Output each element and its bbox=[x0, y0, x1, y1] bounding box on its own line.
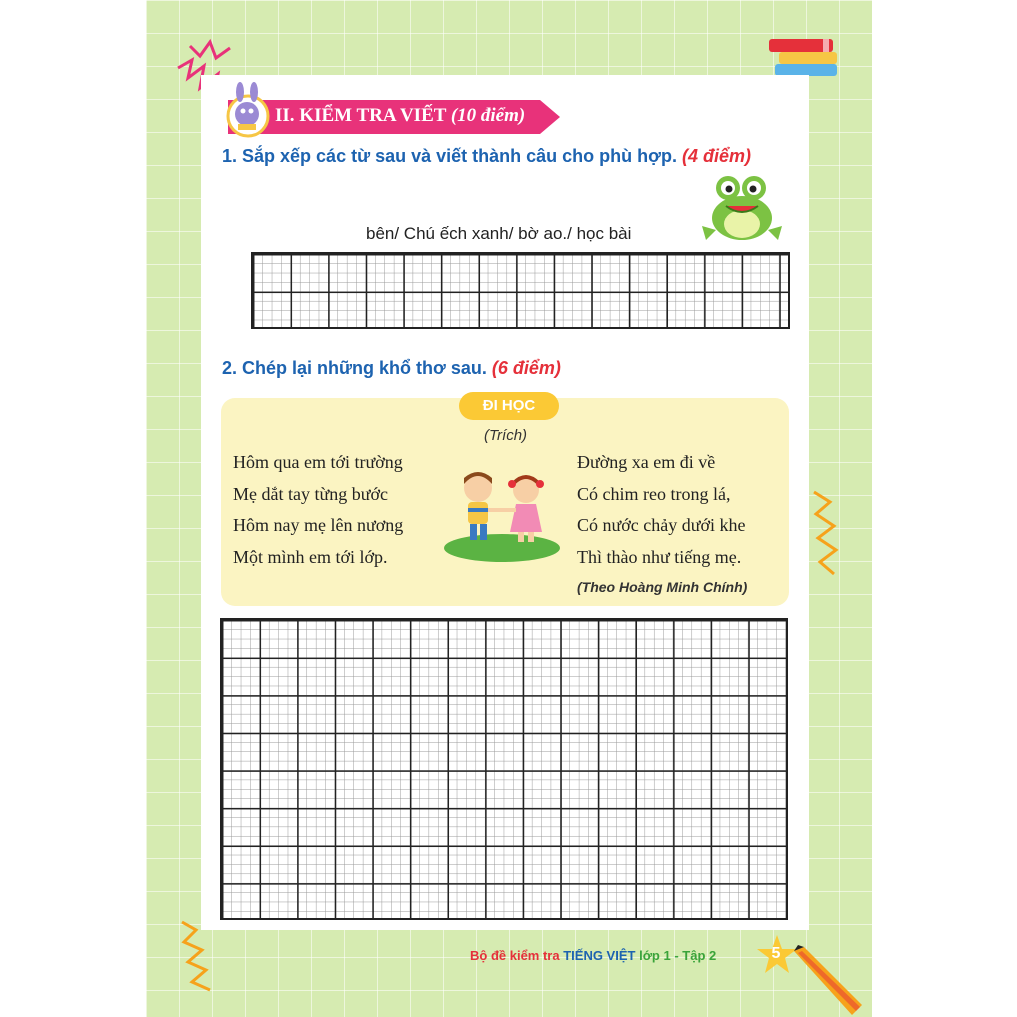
question-1-title bbox=[222, 146, 751, 167]
poem-left-stanza bbox=[233, 447, 403, 573]
question-2-text: 2. Chép lại những khổ thơ sau. bbox=[222, 358, 487, 378]
frog-icon bbox=[696, 170, 788, 244]
question-1-points: (4 điểm) bbox=[681, 146, 751, 166]
poem-line: Thì thào như tiếng mẹ. bbox=[577, 546, 742, 567]
poem-right-stanza bbox=[577, 447, 746, 573]
poem-line: Hôm nay mẹ lên nương bbox=[233, 515, 404, 535]
footer-book-title bbox=[470, 948, 716, 963]
footer-part-2: TIẾNG VIỆT bbox=[563, 948, 636, 963]
question-2-title bbox=[222, 358, 561, 379]
section-banner bbox=[228, 100, 560, 134]
poem-line: Hôm qua em tới trường bbox=[233, 452, 403, 472]
poem-title: ĐI HỌC bbox=[459, 392, 559, 420]
poem-line: Mẹ dắt tay từng bước bbox=[233, 483, 388, 504]
poem-note: (Trích) bbox=[484, 427, 528, 444]
section-title bbox=[275, 105, 525, 127]
writing-grid-2[interactable] bbox=[220, 618, 788, 920]
writing-grid-1[interactable] bbox=[251, 252, 790, 329]
question-1-text: 1. Sắp xếp các từ sau và viết thành câu cho phù hợp. bbox=[222, 146, 677, 166]
footer-part-3: lớp 1 - Tập 2 bbox=[639, 948, 717, 963]
word-list: bên/ Chú ếch xanh/ bờ ao./ học bài bbox=[366, 224, 632, 243]
rabbit-icon bbox=[222, 82, 274, 138]
question-2-points: (6 điểm) bbox=[491, 358, 561, 378]
footer-part-1: Bộ đề kiểm tra bbox=[470, 948, 560, 963]
poem-line: Một mình em tới lớp. bbox=[233, 546, 388, 567]
section-title-text: II. KIỂM TRA VIẾT bbox=[275, 105, 447, 126]
section-points: (10 điểm) bbox=[450, 105, 526, 126]
page-number: 5 bbox=[771, 945, 781, 962]
zigzag-orange-decoration bbox=[808, 488, 848, 578]
poem-line: Có nước chảy dưới khe bbox=[577, 515, 746, 535]
pencil-icon bbox=[790, 945, 872, 1017]
children-walking-illustration bbox=[442, 462, 562, 562]
poem-line: Có chim reo trong lá, bbox=[577, 483, 731, 504]
poem-author: (Theo Hoàng Minh Chính) bbox=[577, 579, 748, 595]
poem-line: Đường xa em đi về bbox=[577, 452, 716, 472]
